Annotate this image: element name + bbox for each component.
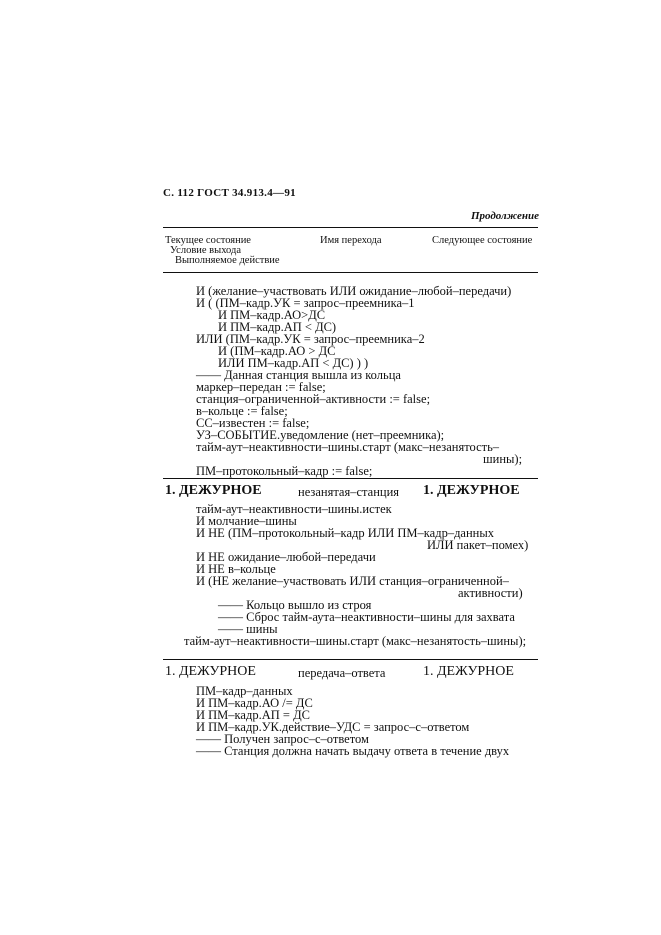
block2-comment: —— Кольцо вышло из строя (218, 598, 372, 612)
block2-comment: —— Сброс тайм-аута–неактивности–шины для захвата (218, 610, 515, 624)
block1-line: ПМ–протокольный–кадр := false; (196, 464, 373, 478)
block2-current-state: 1. ДЕЖУРНОЕ (165, 483, 262, 498)
block1-line: И ( (ПМ–кадр.УК = запрос–преемника–1 (196, 296, 415, 310)
col-action-header: Выполняемое действие (175, 255, 280, 266)
col-exit-condition-header: Условие выхода (170, 245, 241, 256)
block1-line: шины); (483, 452, 523, 466)
block1-line: УЗ–СОБЫТИЕ.уведомление (нет–преемника); (196, 428, 445, 442)
block2-line: И молчание–шины (196, 514, 297, 528)
block1-line: И (желание–участвовать ИЛИ ожидание–любой–передачи) (196, 284, 512, 298)
block2-line: ИЛИ пакет–помех) (427, 538, 529, 552)
block3-next-state: 1. ДЕЖУРНОЕ (423, 664, 514, 679)
block1-line: И ПМ–кадр.АО>ДС (218, 308, 326, 322)
block2-line: И НЕ в–кольце (196, 562, 276, 576)
block2-bottom-rule (163, 659, 538, 660)
block2-transition-name: незанятая–станция (298, 485, 400, 499)
block1-comment: —— Данная станция вышла из кольца (196, 368, 401, 382)
block2-line: тайм-аут–неактивности–шины.старт (макс–незанятость–шины); (184, 634, 527, 648)
block3-comment: —— Станция должна начать выдачу ответа в течение двух (196, 744, 510, 758)
header-top-rule (163, 227, 538, 228)
block2-line: И (НЕ желание–участвовать ИЛИ станция–ограниченной– (196, 574, 509, 588)
block1-line: И (ПМ–кадр.АО > ДС (218, 344, 336, 358)
block1-line: ИЛИ ПМ–кадр.АП < ДС) ) ) (218, 356, 369, 370)
block2-line: тайм-аут–неактивности–шины.истек (196, 502, 392, 516)
block3-comment: —— Получен запрос–с–ответом (196, 732, 369, 746)
block2-next-state: 1. ДЕЖУРНОЕ (423, 483, 520, 498)
block3-line: И ПМ–кадр.УК.действие–УДС = запрос–с–ответом (196, 720, 470, 734)
block1-line: тайм-аут–неактивности–шины.старт (макс–незанятость– (196, 440, 500, 454)
continued-label: Продолжение (470, 210, 539, 222)
block1-line: ИЛИ (ПМ–кадр.УК = запрос–преемника–2 (196, 332, 425, 346)
block2-comment: —— шины (218, 622, 278, 636)
block3-line: И ПМ–кадр.АП = ДС (196, 708, 310, 722)
block1-line: в–кольце := false; (196, 404, 288, 418)
col-next-state-header: Следующее состояние (432, 235, 533, 246)
block2-line: И НЕ (ПМ–протокольный–кадр ИЛИ ПМ–кадр–данных (196, 526, 494, 540)
block1-line: И ПМ–кадр.АП < ДС) (218, 320, 337, 334)
header-bottom-rule (163, 272, 538, 273)
block1-bottom-rule (163, 478, 538, 479)
block1-line: СС–известен := false; (196, 416, 310, 430)
block1-line: станция–ограниченной–активности := false; (196, 392, 431, 406)
block2-line: активности) (458, 586, 523, 600)
block1-line: маркер–передан := false; (196, 380, 326, 394)
block3-current-state: 1. ДЕЖУРНОЕ (165, 664, 256, 679)
block2-line: И НЕ ожидание–любой–передачи (196, 550, 376, 564)
block3-transition-name: передача–ответа (298, 666, 386, 680)
col-current-state-header: Текущее состояние (165, 235, 251, 246)
col-transition-name-header: Имя перехода (320, 235, 382, 246)
block3-line: ПМ–кадр–данных (196, 684, 293, 698)
page-header: С. 112 ГОСТ 34.913.4—91 (163, 187, 296, 199)
block3-line: И ПМ–кадр.АО /= ДС (196, 696, 313, 710)
